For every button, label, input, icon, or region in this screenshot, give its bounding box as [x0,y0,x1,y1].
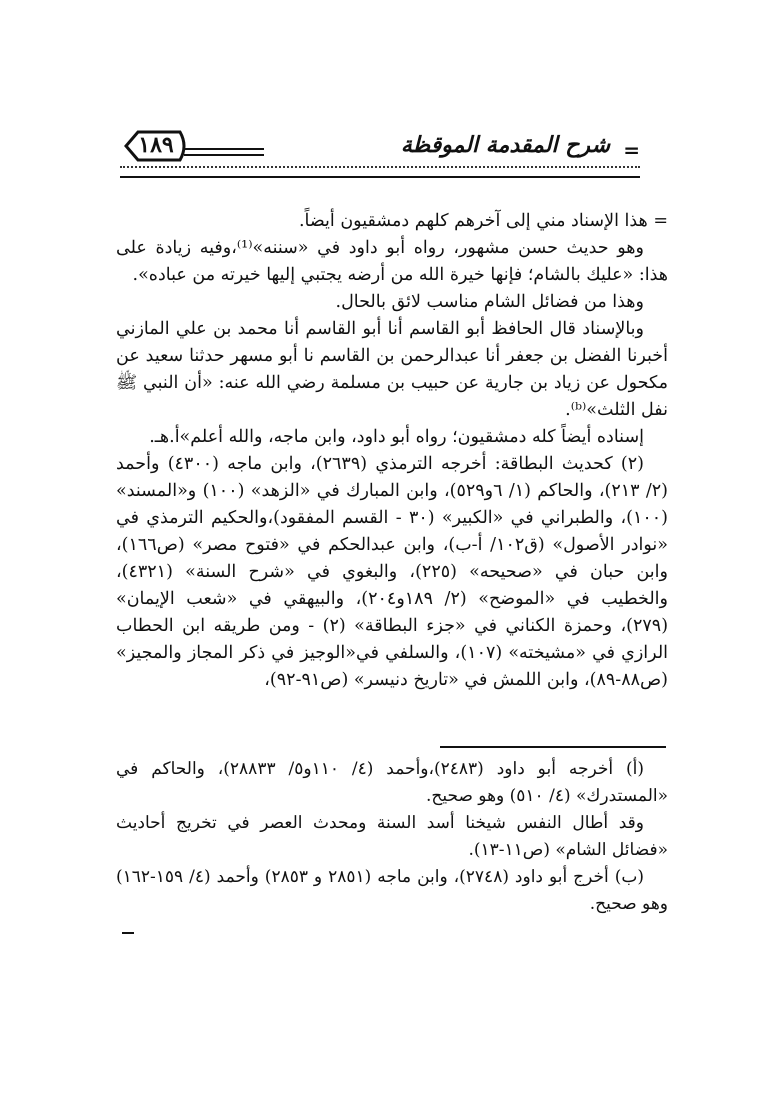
main-text [116,208,668,694]
footnote-separator [440,746,666,748]
header-dotted-rule [120,166,640,168]
paragraph: وهذا من فضائل الشام مناسب لائق بالحال. [335,292,644,312]
header-solid-rule [120,176,640,178]
footnote: (أ) أخرجه أبو داود (٢٤٨٣)،وأحمد (٤/ ١١٠و٥/ ٢٨٨٣٣)، والحاكم في «المستدرك» (٤/ ٥١٠) وهو صحيح. [116,759,668,806]
paragraph: إسناده أيضاً كله دمشقيون؛ رواه أبو داود، وابن ماجه، والله أعلم»أ.هـ. [149,427,644,447]
paragraph: (٢) كحديث البطاقة: أخرجه الترمذي (٢٦٣٩)، وابن ماجه (٤٣٠٠) وأحمد (٢/ ٢١٣)، والحاكم (١/ ٦و٥٢٩)، وابن المبارك في «الزهد» (١٠٠) و«المسند» (١٠٠)، والطبراني في «الكبير» (٣٠ - القسم المفقود)،والحكيم الترمذي في «نوادر الأصول» (ق١٠٢/ أ-ب)، وابن عبدالحكم في «فتوح مصر» (ص١٦٦)، وابن حبان في «صحيحه» (٢٢٥)، والبغوي في «شرح السنة» (٤٣٢١)، والخطيب في «الموضح» (٢/ ١٨٩و٢٠٤)، والبيهقي في «شعب الإيمان» (٢٧٩)، وحمزة الكناني في «جزء البطاقة» (٢) - ومن طريقه ابن الحطاب الرازي في «مشيخته» (١٠٧)، والسلفي في«الوجيز في ذكر المجاز والمجيز» (ص٨٨-٨٩)، وابن اللمش في «تاريخ دنيسر» (ص٩١-٩٢)، [116,454,669,690]
header-rule-upper [184,148,264,150]
header-rule-lower [184,154,264,156]
footnote: وقد أطال النفس شيخنا أسد السنة ومحدث العصر في تخريج أحاديث «فضائل الشام» (ص١١-١٣). [116,813,668,860]
page-number-badge [120,128,190,164]
footnotes [116,756,668,918]
page-number: ١٨٩ [138,132,174,158]
running-title: شرح المقدمة الموقظة [400,132,610,158]
paragraph: وبالإسناد قال الحافظ أبو القاسم أنا أبو القاسم أنا محمد بن علي المازني أخبرنا الفضل بن جعفر أنا عبدالرحمن بن القاسم نا أبو مسهر حدثنا سعيد عن مكحول عن زياد بن جارية عن حبيب بن مسلمة رضي الله عنه: «أن النبي ﷺ نفل الثلث»⁽ᵇ⁾. [116,319,668,420]
paragraph: وهو حديث حسن مشهور، رواه أبو داود في «سننه»⁽¹⁾،وفيه زيادة على هذا: «عليك بالشام؛ فإنها خيرة الله من أرضه يجتبي إليها خيرته من عباده». [116,238,668,285]
page-header [120,128,640,178]
header-dash: = [623,138,640,162]
end-mark [122,932,134,934]
footnote: (ب) أخرج أبو داود (٢٧٤٨)، وابن ماجه (٢٨٥١ و ٢٨٥٣) وأحمد (٤/ ١٥٩-١٦٢) وهو صحيح. [116,867,668,914]
paragraph: = هذا الإسناد مني إلى آخرهم كلهم دمشقيون أيضاً. [298,211,668,231]
